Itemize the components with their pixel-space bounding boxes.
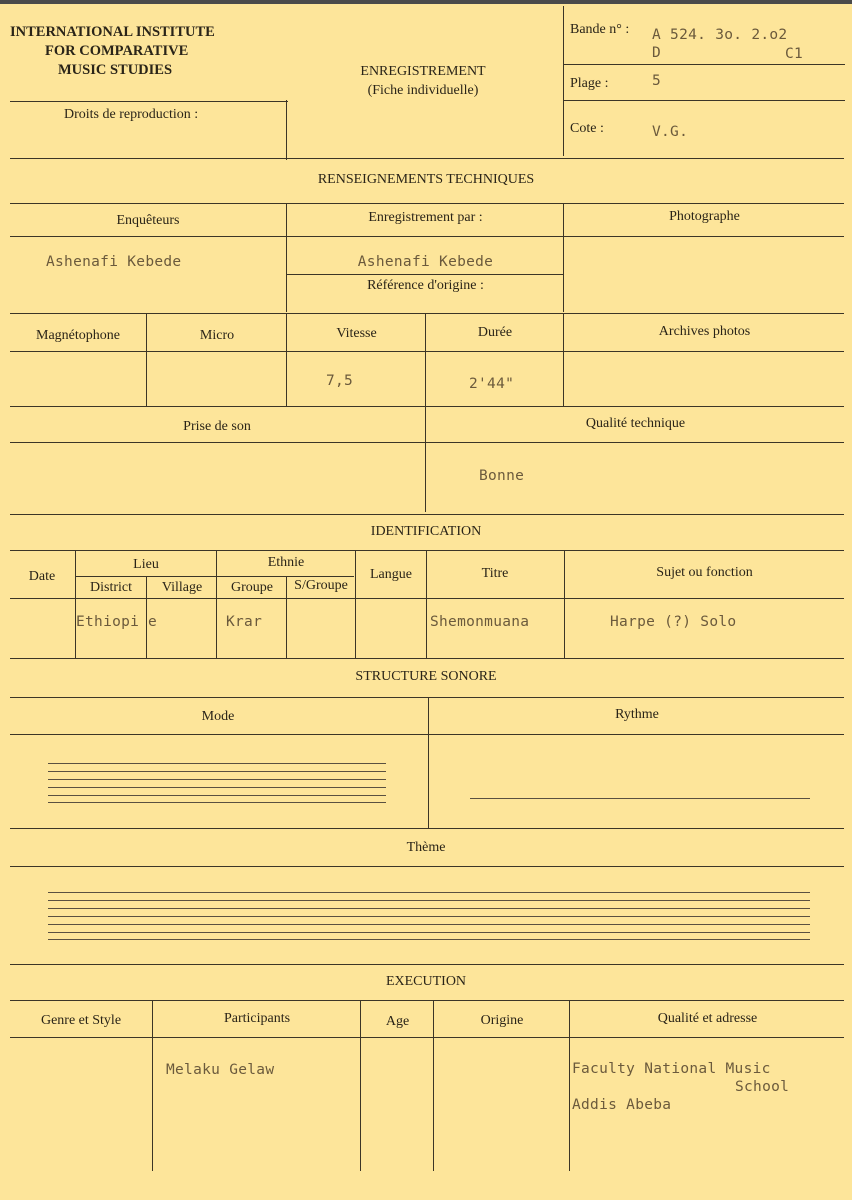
sujet-value: Harpe (?) Solo [610,614,737,630]
mode-label: Mode [201,709,235,724]
structure-rule-4 [10,866,844,867]
titre-label: Titre [481,566,509,581]
mode-staff-line [48,795,386,796]
execution-v2 [360,1001,361,1171]
reference-label: Référence d'origine : [367,278,484,293]
ident-rule-2 [10,598,844,599]
execution-rule-1 [10,1000,844,1001]
theme-staff-line [48,916,810,917]
bande-value-c: C1 [785,46,804,62]
sgroupe-label: S/Groupe [294,578,348,593]
langue-label: Langue [370,567,412,582]
ident-v7 [564,551,565,658]
bande-label: Bande n° : [570,22,630,37]
magnetophone-label: Magnétophone [36,328,120,343]
lieu-label: Lieu [133,557,159,572]
bande-value: A 524. 3o. 2.o2 [652,27,788,43]
tech-v2 [563,204,564,312]
tech-rule-3 [10,313,844,314]
tech-rule-6 [10,442,844,443]
duree-label: Durée [477,325,513,340]
ident-v2 [146,577,147,658]
photographe-label: Photographe [669,209,740,224]
institute-line-2: FOR COMPARATIVE [45,43,189,59]
village-label: Village [161,580,203,595]
plage-divider [563,100,845,101]
execution-v3 [433,1001,434,1171]
rythme-label: Rythme [615,707,659,722]
rights-right-border [286,100,287,160]
ident-v4 [286,577,287,658]
ident-v1 [75,551,76,658]
mode-staff-line [48,771,386,772]
bande-value-d: D [652,45,662,61]
tech-bottom-rule [10,514,844,515]
tech-v5 [425,314,426,512]
cote-value: V.G. [652,124,689,140]
ident-rule-1 [10,550,844,551]
archives-label: Archives photos [658,324,751,339]
institute-line-1: INTERNATIONAL INSTITUTE [10,24,215,40]
enqueteurs-value: Ashenafi Kebede [46,254,182,270]
theme-label: Thème [406,840,446,855]
tech-rule-1 [10,203,844,204]
rythme-line [470,798,810,799]
qualite-adresse-line-3: Addis Abeba [572,1097,672,1113]
structure-bottom-rule [10,964,844,965]
execution-rule-2 [10,1037,844,1038]
form-subtitle: (Fiche individuelle) [367,83,479,98]
theme-staff-line [48,924,810,925]
institute-line-3: MUSIC STUDIES [58,62,173,78]
execution-v4 [569,1001,570,1171]
reference-divider [287,274,563,275]
header-bottom-rule [10,158,844,159]
qualite-adresse-label: Qualité et adresse [657,1011,758,1026]
enregistrement-value: Ashenafi Kebede [357,254,494,270]
age-label: Age [385,1014,410,1029]
tech-v1 [286,204,287,312]
tech-rule-5 [10,406,844,407]
groupe-value: Krar [226,614,263,630]
theme-staff-line [48,908,810,909]
vitesse-label: Vitesse [336,326,377,341]
ident-bottom-rule [10,658,844,659]
village-value: e [148,614,158,630]
qualite-technique-value: Bonne [479,468,525,484]
tech-v3 [146,314,147,406]
tech-v4 [286,314,287,406]
enqueteurs-label: Enquêteurs [116,213,180,228]
ethnie-label: Ethnie [267,555,305,570]
structure-section-title: STRUCTURE SONORE [355,669,497,684]
participants-label: Participants [223,1011,291,1026]
mode-staff-line [48,763,386,764]
participants-value: Melaku Gelaw [166,1062,275,1078]
tech-rule-4 [10,351,844,352]
groupe-label: Groupe [231,580,273,595]
district-label: District [90,580,132,595]
rights-label: Droits de reproduction : [64,107,199,122]
plage-label: Plage : [570,76,609,91]
tech-v6 [563,314,564,406]
card-top-edge [0,0,852,4]
execution-v1 [152,1001,153,1171]
date-label: Date [28,569,56,584]
identification-section-title: IDENTIFICATION [370,524,482,539]
mode-staff-line [48,779,386,780]
duree-value: 2'44" [469,376,515,392]
structure-rule-1 [10,697,844,698]
ident-subrule [76,576,354,577]
enregistrement-label: Enregistrement par : [368,210,483,225]
theme-staff-line [48,892,810,893]
qualite-adresse-line-1: Faculty National Music [572,1061,771,1077]
origine-label: Origine [480,1013,524,1028]
structure-rule-3 [10,828,844,829]
tech-section-title: RENSEIGNEMENTS TECHNIQUES [317,172,535,187]
prise-label: Prise de son [183,419,251,434]
execution-section-title: EXECUTION [385,974,467,989]
cote-label: Cote : [570,121,604,136]
tech-rule-2 [10,236,844,237]
mode-staff-line [48,787,386,788]
rights-divider [10,101,288,102]
micro-label: Micro [199,328,235,343]
bande-left-border [563,6,564,156]
sujet-label: Sujet ou fonction [656,565,753,580]
plage-value: 5 [652,73,662,89]
theme-staff-line [48,900,810,901]
district-value: Ethiopi [76,614,140,630]
titre-value: Shemonmuana [430,614,530,630]
theme-staff-line [48,932,810,933]
structure-v1 [428,698,429,828]
vitesse-value: 7,5 [326,373,354,389]
ident-v3 [216,551,217,658]
genre-label: Genre et Style [40,1013,122,1028]
form-title: ENREGISTREMENT [360,64,486,79]
mode-staff-line [48,802,386,803]
ident-v5 [355,551,356,658]
structure-rule-2 [10,734,844,735]
bande-divider [563,64,845,65]
theme-staff-line [48,939,810,940]
qualite-technique-label: Qualité technique [585,416,686,431]
ident-v6 [426,551,427,658]
qualite-adresse-line-2: School [735,1079,790,1095]
